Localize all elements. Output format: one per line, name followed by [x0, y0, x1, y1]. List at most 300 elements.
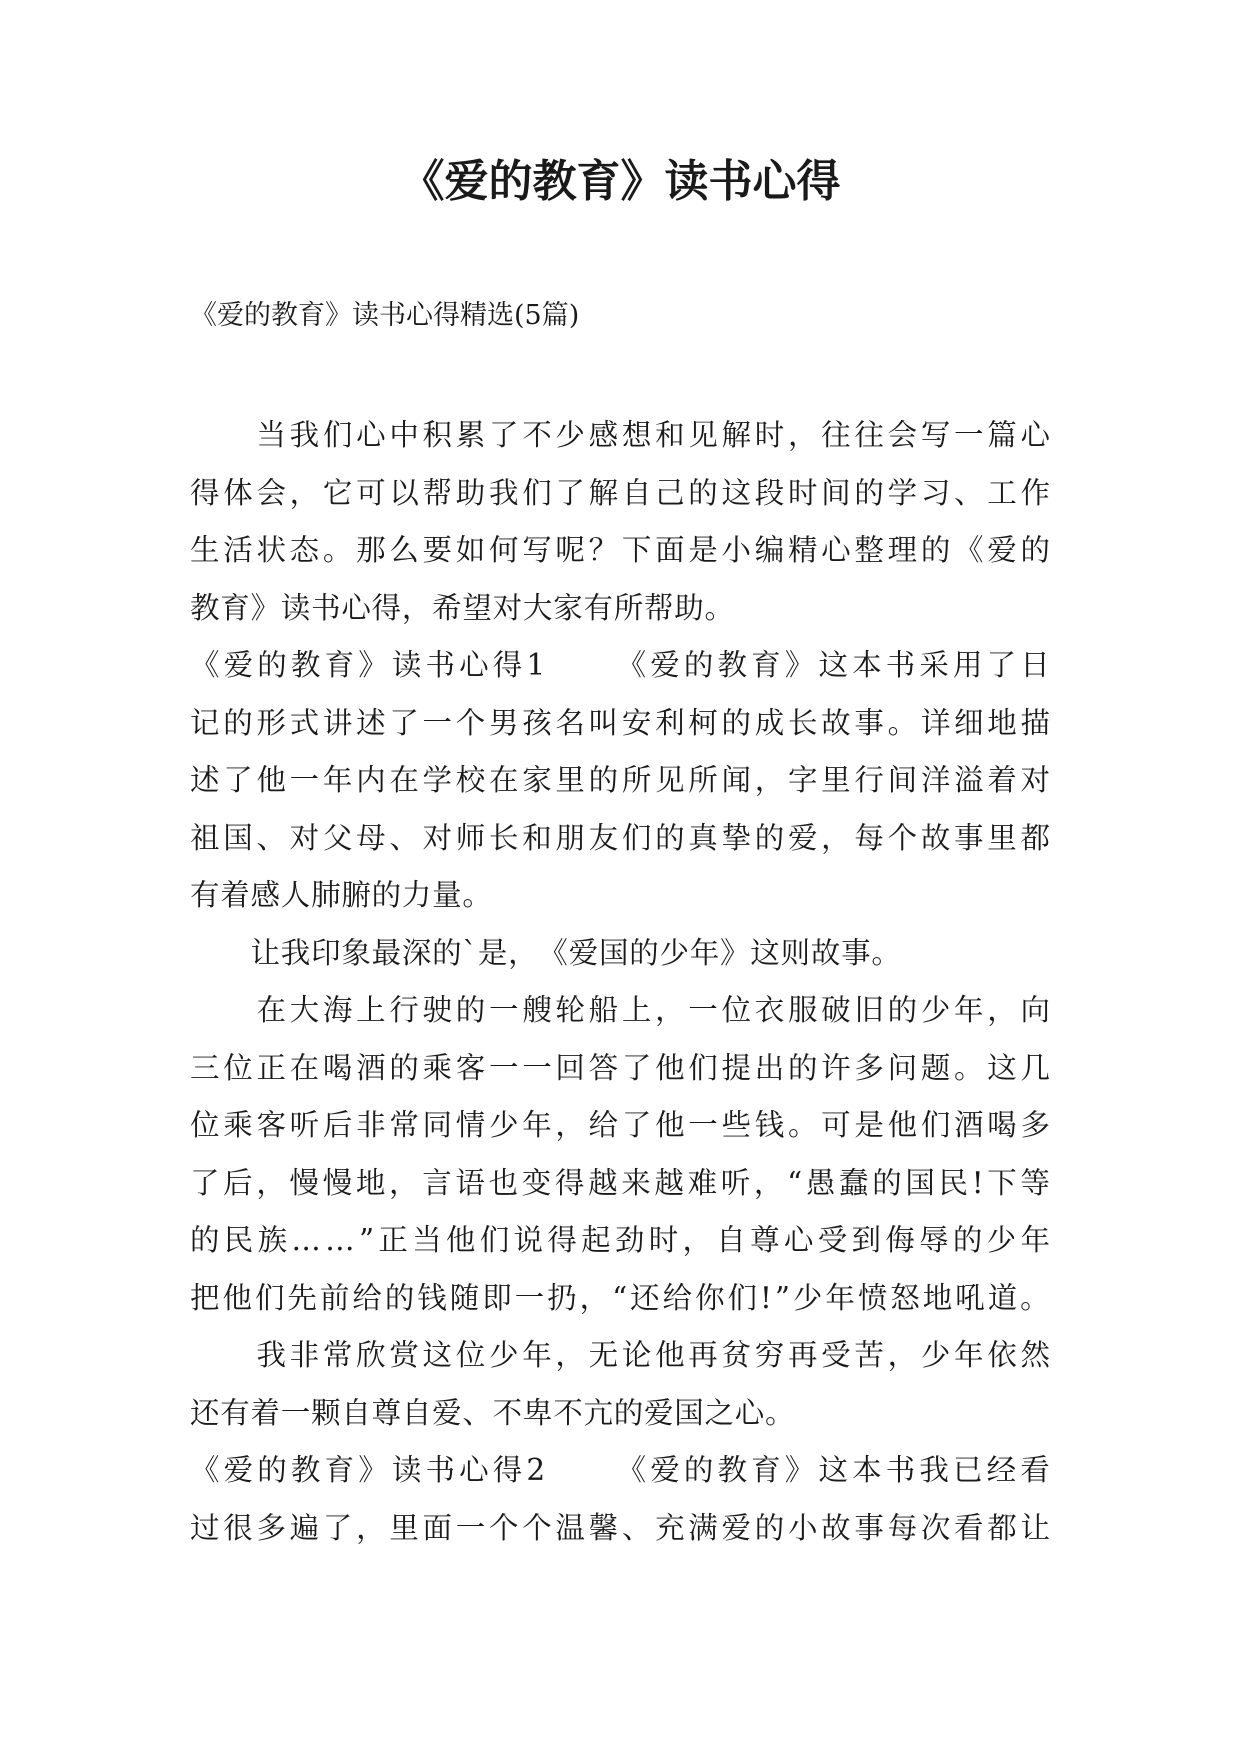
body-char: 育: [751, 1453, 781, 1487]
body-char: 篇: [987, 418, 1017, 452]
body-char: …: [325, 1223, 355, 1257]
body-char: 很: [223, 1510, 253, 1545]
body-char: 教: [717, 1453, 748, 1487]
body-line: [190, 810, 1050, 868]
body-char: !: [760, 1280, 772, 1315]
body-char: 心: [821, 533, 851, 567]
body-char: ，: [555, 1338, 585, 1372]
body-char: 么: [389, 533, 419, 567]
body-char: 吼: [955, 1280, 985, 1315]
body-char: 扔: [547, 1280, 577, 1315]
body-char: 尊: [750, 1223, 780, 1257]
body-char: 、: [621, 1510, 652, 1545]
body-char: 看: [954, 1510, 984, 1545]
body-char: 的: [389, 1050, 419, 1085]
body-char: 在: [289, 1050, 320, 1085]
body-char: 情: [455, 1108, 486, 1142]
body-char: 最: [371, 935, 402, 970]
body-char: 有: [583, 590, 613, 625]
body-char: 少: [488, 1108, 519, 1142]
body-char: [223, 1327, 253, 1385]
body-char: 赏: [389, 1338, 419, 1372]
body-char: 一: [455, 1510, 486, 1545]
body-char: 校: [455, 763, 486, 797]
body-char: 少: [920, 1338, 951, 1372]
body-char: 读: [391, 1453, 422, 1487]
body-char: 形: [256, 705, 286, 740]
body-char: 对: [492, 590, 523, 625]
body-char: 我: [488, 475, 519, 510]
body-char: 挚: [721, 820, 752, 855]
body-char: 许: [821, 1050, 851, 1085]
body-char: 心: [356, 418, 386, 452]
body-char: 后: [223, 1165, 253, 1200]
body-char: `: [462, 935, 478, 970]
body-char: 轮: [555, 993, 585, 1027]
body-char: 三: [190, 1050, 220, 1085]
document-body: [190, 407, 1050, 1557]
body-char: 时: [754, 418, 785, 452]
body-char: 是: [477, 935, 508, 970]
body-char: 。: [322, 533, 353, 567]
body-char: 答: [588, 1050, 619, 1085]
body-char: 往: [854, 418, 884, 452]
body-char: 读: [391, 648, 422, 682]
body-char: 细: [954, 705, 984, 740]
body-char: 。: [704, 590, 735, 625]
body-char: 、: [389, 820, 419, 855]
body-line: [190, 1442, 1050, 1500]
body-char: 船: [588, 993, 619, 1027]
body-line: [190, 465, 1050, 523]
body-char: 间: [887, 763, 918, 797]
body-char: 的: [384, 1280, 415, 1315]
body-char: 友: [588, 820, 619, 855]
body-char: 记: [190, 705, 220, 740]
body-char: 见: [688, 418, 718, 452]
body-char: 助: [674, 590, 704, 625]
body-char: 常: [322, 1338, 353, 1372]
body-char: 即: [482, 1280, 512, 1315]
body-char: 一: [488, 1050, 519, 1085]
body-char: 个: [887, 820, 918, 855]
body-char: 我: [280, 935, 311, 970]
body-char: 的: [432, 935, 462, 970]
body-char: 的: [371, 878, 402, 912]
body-char: 这: [818, 648, 848, 682]
body-char: 解: [588, 475, 619, 510]
body-char: 驶: [422, 993, 453, 1027]
body-char: 们: [727, 1280, 758, 1315]
body-char: 》: [358, 1453, 388, 1487]
body-char: 客: [256, 1108, 286, 1142]
body-char: 几: [1020, 1050, 1050, 1085]
body-char: 民: [938, 1165, 969, 1200]
body-char: 育: [324, 1453, 355, 1487]
body-char: 》: [720, 935, 750, 970]
body-char: 。: [1020, 1280, 1050, 1315]
body-char: 的: [920, 533, 951, 567]
body-char: 了: [986, 648, 1017, 682]
body-char: 多: [256, 1510, 286, 1545]
body-char: 提: [721, 1050, 752, 1085]
body-char: 的: [588, 763, 619, 797]
body-char: 看: [1020, 1453, 1050, 1487]
body-char: 题: [920, 1050, 951, 1085]
body-char: 非: [289, 1338, 320, 1372]
body-char: 希: [432, 590, 462, 625]
body-char: [190, 407, 220, 465]
body-line: [190, 982, 1050, 1040]
body-char: 编: [754, 533, 785, 567]
body-line: [190, 925, 1050, 983]
body-char: “: [787, 1165, 803, 1200]
body-char: 小: [721, 533, 752, 567]
body-char: 帮: [643, 590, 674, 625]
body-char: 的: [1020, 533, 1050, 567]
body-char: ，: [555, 1108, 585, 1142]
body-char: 自: [621, 475, 652, 510]
body-char: 随: [449, 1280, 480, 1315]
body-char: 和: [655, 418, 685, 452]
body-char: 家: [522, 763, 552, 797]
body-char: 得: [547, 1223, 577, 1257]
body-char: 每: [854, 820, 884, 855]
body-char: 《: [538, 935, 568, 970]
body-char: 这: [987, 1050, 1017, 1085]
body-char: 育: [220, 590, 250, 625]
body-char: ，: [356, 1510, 386, 1545]
body-char: 再: [787, 1338, 818, 1372]
body-char: 和: [522, 820, 552, 855]
body-char: 大: [522, 590, 553, 625]
body-char: 充: [655, 1510, 685, 1545]
body-char: 依: [987, 1338, 1017, 1372]
body-char: 1: [526, 648, 546, 682]
body-char: 得: [190, 475, 220, 510]
body-char: 讲: [322, 705, 353, 740]
body-char: 一: [688, 1108, 718, 1142]
body-char: 先: [287, 1280, 317, 1315]
body-char: 。: [787, 1108, 818, 1142]
body-char: 会: [887, 418, 918, 452]
body-char: 感: [588, 418, 619, 452]
body-char: 变: [521, 1165, 552, 1200]
body-char: 后: [322, 1108, 353, 1142]
body-char: 理: [887, 533, 918, 567]
body-char: 的: [787, 1050, 818, 1085]
body-char: 教: [290, 1453, 321, 1487]
body-char: 了: [621, 1108, 652, 1142]
body-char: 感: [250, 878, 281, 912]
body-char: 少: [986, 1223, 1017, 1257]
body-char: 尊: [371, 1395, 402, 1430]
body-char: ，: [682, 1223, 713, 1257]
body-char: 馨: [588, 1510, 619, 1545]
body-char: 侮: [885, 1223, 915, 1257]
body-char: 来: [621, 1165, 651, 1200]
body-char: 对: [1020, 763, 1050, 797]
body-char: 国: [223, 820, 253, 855]
body-char: 下: [621, 533, 652, 567]
body-char: 中: [389, 418, 419, 452]
body-char: 当: [256, 418, 286, 452]
body-char: 受: [817, 1223, 848, 1257]
body-char: 所: [613, 590, 644, 625]
body-char: 少: [488, 1338, 519, 1372]
body-char: 、: [256, 820, 286, 855]
body-char: 愤: [857, 1280, 888, 1315]
body-char: ，: [579, 1280, 610, 1315]
body-char: 力: [401, 878, 432, 912]
body-char: 非: [356, 1108, 386, 1142]
body-char: ，: [289, 475, 320, 510]
body-char: 在: [488, 763, 519, 797]
body-char: 助: [455, 475, 486, 510]
body-char: 艘: [522, 993, 552, 1027]
body-char: 事: [854, 1510, 884, 1545]
body-char: 慢: [289, 1165, 320, 1200]
body-char: 位: [455, 1338, 486, 1372]
body-char: 听: [289, 1108, 320, 1142]
body-char: 里: [555, 763, 585, 797]
body-char: [583, 1442, 613, 1500]
body-char: 爱: [223, 1453, 254, 1487]
body-char: 肺: [311, 878, 341, 912]
body-char: 多: [1020, 1108, 1050, 1142]
body-char: 行: [854, 763, 884, 797]
body-char: 我: [919, 1453, 949, 1487]
body-char: 有: [220, 1395, 250, 1430]
body-char: 贫: [721, 1338, 752, 1372]
body-char: 酒: [954, 1108, 984, 1142]
body-char: 作: [1020, 475, 1050, 510]
body-line: [190, 580, 1050, 638]
body-char: 育: [751, 648, 781, 682]
body-char: 无: [588, 1338, 619, 1372]
body-char: 爱: [987, 533, 1017, 567]
body-char: 心: [734, 1395, 765, 1430]
body-char: 量: [432, 878, 462, 912]
body-char: 对: [422, 820, 453, 855]
body-char: 述: [356, 705, 386, 740]
body-char: 地: [355, 1165, 386, 1200]
body-char: 面: [422, 1510, 453, 1545]
body-char: 一: [289, 763, 320, 797]
body-char: 族: [257, 1223, 288, 1257]
body-char: 爱: [721, 1510, 752, 1545]
body-line: [190, 1040, 1050, 1098]
body-char: 的: [683, 648, 714, 682]
body-char: ，: [401, 590, 432, 625]
body-char: 见: [655, 763, 685, 797]
body-char: 还: [630, 1280, 660, 1315]
body-char: 内: [356, 763, 386, 797]
body-char: 国: [905, 1165, 935, 1200]
body-char: 深: [401, 935, 432, 970]
body-char: 爱: [432, 1395, 462, 1430]
body-char: 读: [280, 590, 311, 625]
body-char: 在: [389, 763, 419, 797]
body-char: 本: [852, 648, 882, 682]
body-char: 可: [821, 1108, 851, 1142]
body-char: 少: [555, 418, 585, 452]
body-char: 一: [688, 993, 718, 1027]
body-char: 他: [445, 1223, 476, 1257]
body-char: 成: [754, 705, 785, 740]
body-char: 态: [289, 533, 320, 567]
body-char: 书: [425, 1453, 455, 1487]
body-char: 温: [555, 1510, 585, 1545]
body-char: 写: [920, 418, 951, 452]
body-char: 也: [488, 1165, 519, 1200]
body-char: 问: [887, 1050, 918, 1085]
body-char: 个: [522, 1510, 552, 1545]
body-char: 的: [754, 820, 785, 855]
body-char: 喝: [322, 1050, 353, 1085]
body-char: 自: [716, 1223, 746, 1257]
body-char: 言: [422, 1165, 452, 1200]
body-char: 越: [588, 1165, 618, 1200]
body-char: 语: [455, 1165, 485, 1200]
body-char: 苦: [854, 1338, 884, 1372]
body-char: 些: [721, 1108, 752, 1142]
body-char: 《: [954, 533, 984, 567]
body-char: 回: [555, 1050, 585, 1085]
body-char: 所: [688, 763, 718, 797]
body-char: 钱: [417, 1280, 447, 1315]
body-char: 钱: [754, 1108, 785, 1142]
body-char: 精: [787, 533, 818, 567]
body-char: 学: [887, 475, 918, 510]
body-line: [190, 1327, 1050, 1385]
body-char: 会: [256, 475, 286, 510]
body-char: 慢: [322, 1165, 353, 1200]
body-char: 面: [655, 533, 685, 567]
body-char: 穷: [754, 1338, 785, 1372]
body-char: 着: [987, 763, 1017, 797]
body-char: 洋: [920, 763, 951, 797]
body-char: 故: [810, 935, 841, 970]
body-char: !: [971, 1165, 984, 1200]
body-char: 他: [222, 1280, 252, 1315]
body-line: [190, 1385, 1050, 1443]
body-char: 有: [190, 878, 220, 912]
body-char: 破: [821, 993, 851, 1027]
body-char: 对: [289, 820, 320, 855]
body-char: 都: [987, 1510, 1017, 1545]
body-char: 服: [787, 993, 818, 1027]
body-char: 了: [322, 1510, 353, 1545]
body-char: 教: [717, 648, 748, 682]
body-char: 还: [190, 1395, 220, 1430]
body-char: 详: [920, 705, 951, 740]
body-char: 式: [289, 705, 320, 740]
body-char: 整: [854, 533, 884, 567]
body-char: 叫: [588, 705, 619, 740]
body-char: 。: [765, 1395, 795, 1430]
body-char: 了: [223, 763, 253, 797]
body-char: 位: [190, 1108, 220, 1142]
body-char: 同: [422, 1108, 453, 1142]
body-char: 少: [920, 993, 951, 1027]
body-char: 给: [352, 1280, 382, 1315]
body-char: 何: [488, 533, 519, 567]
body-char: 腑: [341, 878, 371, 912]
body-char: 的: [854, 475, 884, 510]
body-line: [190, 407, 1050, 465]
body-char: 书: [885, 648, 916, 682]
body-char: 本: [852, 1453, 882, 1487]
body-char: 人: [280, 878, 311, 912]
body-char: [549, 1442, 579, 1500]
body-char: 让: [1020, 1510, 1050, 1545]
body-char: 遍: [289, 1510, 320, 1545]
body-char: 愚: [805, 1165, 836, 1200]
body-char: 不: [522, 418, 552, 452]
body-char: ，: [655, 993, 685, 1027]
body-char: 得: [371, 590, 402, 625]
body-char: 朋: [555, 820, 585, 855]
body-char: 的: [257, 648, 287, 682]
body-char: 卑: [522, 1395, 553, 1430]
body-char: 累: [455, 418, 486, 452]
body-char: 欣: [356, 1338, 386, 1372]
body-char: 里: [987, 820, 1017, 855]
body-char: 描: [1020, 705, 1050, 740]
body-char: 年: [322, 763, 353, 797]
body-char: 每: [887, 1510, 918, 1545]
body-char: 的: [613, 1395, 644, 1430]
body-char: 书: [425, 648, 455, 682]
body-char: 间: [821, 475, 851, 510]
body-char: 工: [987, 475, 1017, 510]
body-line: [190, 522, 1050, 580]
body-char: 的: [952, 1223, 983, 1257]
body-char: 生: [190, 533, 220, 567]
body-char: 他: [655, 1338, 685, 1372]
body-char: “: [612, 1280, 628, 1315]
body-char: 当: [412, 1223, 442, 1257]
body-char: 的: [655, 820, 685, 855]
body-char: 出: [754, 1050, 785, 1085]
body-line: [190, 752, 1050, 810]
body-char: 真: [688, 820, 718, 855]
body-char: 向: [1020, 993, 1050, 1027]
body-char: 我: [256, 1338, 286, 1372]
body-char: 一: [954, 418, 984, 452]
body-char: 得: [554, 1165, 585, 1200]
body-char: 教: [190, 590, 220, 625]
body-char: 教: [290, 648, 321, 682]
body-char: 母: [356, 820, 386, 855]
body-char: ，: [508, 935, 538, 970]
body-char: [190, 1327, 220, 1385]
body-char: 这: [721, 475, 752, 510]
body-char: 爱: [650, 1453, 680, 1487]
body-char: 前: [319, 1280, 350, 1315]
body-char: 的: [688, 475, 718, 510]
body-line: [190, 1500, 1050, 1558]
body-char: 己: [655, 475, 685, 510]
body-char: 》: [358, 648, 388, 682]
body-char: 自: [341, 1395, 371, 1430]
body-char: ？: [588, 533, 619, 567]
body-char: 常: [389, 1108, 419, 1142]
body-char: 听: [720, 1165, 751, 1200]
body-char: 孩: [522, 705, 552, 740]
body-char: 祖: [190, 820, 220, 855]
